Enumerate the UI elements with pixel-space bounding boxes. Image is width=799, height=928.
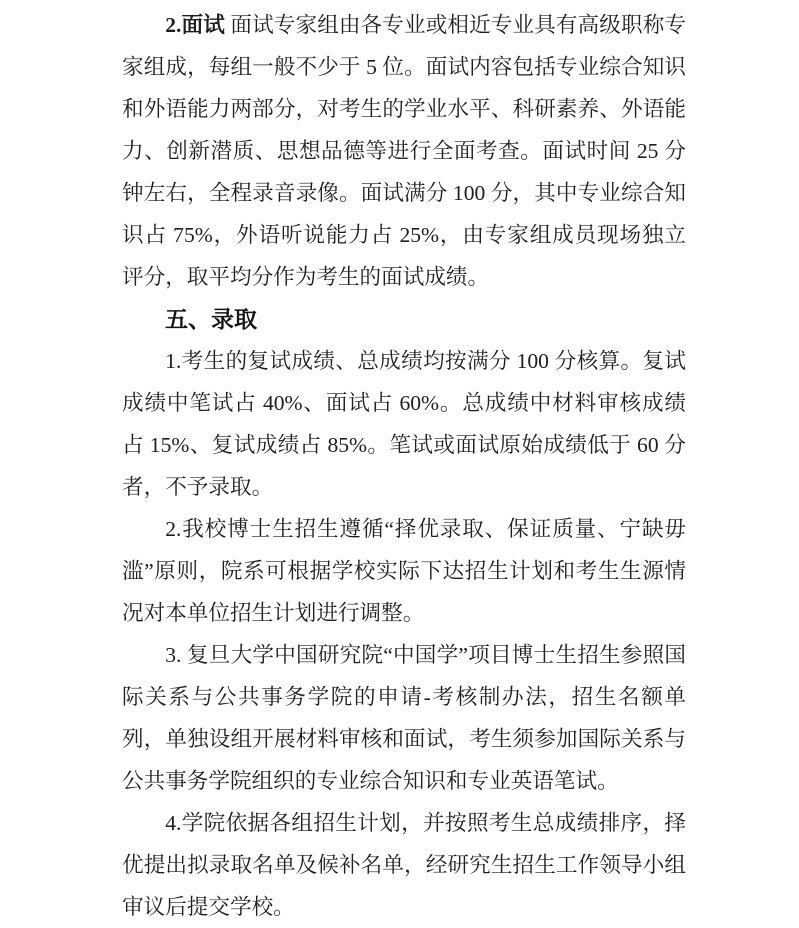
paragraph-score-calculation: [122, 340, 686, 508]
paragraph-ranking-list: [122, 802, 686, 928]
paragraph-china-studies-program: [122, 634, 686, 802]
section-heading-admission: 五、录取: [165, 306, 257, 332]
paragraph-admission-principle: [122, 508, 686, 634]
paragraph-text-admission-principle: 2.我校博士生招生遵循“择优录取、保证质量、宁缺毋滥”原则，院系可根据学校实际下达招生计划和考生生源情况对本单位招生计划进行调整。: [122, 517, 686, 625]
paragraph-lead-interview: 2.面试: [165, 13, 225, 37]
paragraph-text-score-calculation: 1.考生的复试成绩、总成绩均按满分 100 分核算。复试成绩中笔试占 40%、面试占 60%。总成绩中材料审核成绩占 15%、复试成绩占 85%。笔试或面试原始成绩低于 60 分者，不予录取。: [122, 349, 686, 499]
paragraph-interview: [122, 4, 686, 298]
paragraph-text-ranking-list: 4.学院依据各组招生计划，并按照考生总成绩排序，择优提出拟录取名单及候补名单，经研究生招生工作领导小组审议后提交学校。: [122, 811, 686, 919]
paragraph-text-china-studies-program: 3. 复旦大学中国研究院“中国学”项目博士生招生参照国际关系与公共事务学院的申请-考核制办法，招生名额单列，单独设组开展材料审核和面试，考生须参加国际关系与公共事务学院组织的专业综合知识和专业英语笔试。: [122, 643, 686, 793]
paragraph-text-interview: 面试专家组由各专业或相近专业具有高级职称专家组成，每组一般不少于 5 位。面试内容包括专业综合知识和外语能力两部分，对考生的学业水平、科研素养、外语能力、创新潜质、思想品德等进行全面考查。面试时间 25 分钟左右，全程录音录像。面试满分 100 分，其中专业综合知识占 75%，外语听说能力占 25%，由专家组成员现场独立评分，取平均分作为考生的面试成绩。: [122, 13, 686, 289]
